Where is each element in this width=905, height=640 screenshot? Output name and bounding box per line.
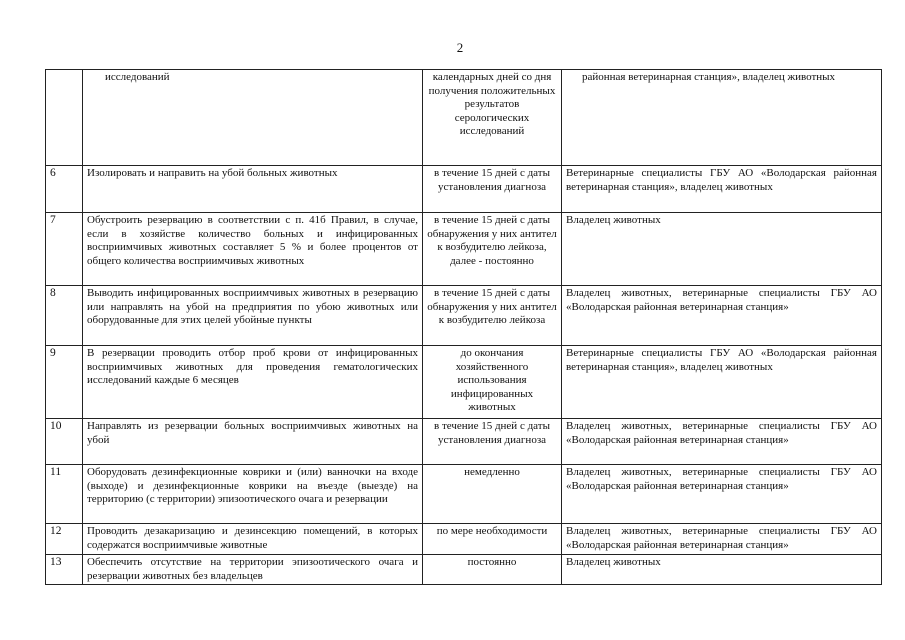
row-responsible: Ветеринарные специалисты ГБУ АО «Володарская районная ветеринарная станция», владелец животных bbox=[562, 166, 882, 213]
row-term: календарных дней со дня получения положительных результатов серологических исследований bbox=[423, 70, 562, 166]
row-number: 9 bbox=[46, 346, 83, 419]
row-responsible: Владелец животных bbox=[562, 213, 882, 286]
row-number: 11 bbox=[46, 465, 83, 524]
row-number bbox=[46, 70, 83, 166]
row-term: в течение 15 дней с даты установления диагноза bbox=[423, 166, 562, 213]
table-row bbox=[46, 346, 882, 419]
table-row bbox=[46, 419, 882, 465]
row-responsible: Владелец животных, ветеринарные специалисты ГБУ АО «Володарская районная ветеринарная станция» bbox=[562, 524, 882, 555]
row-number: 12 bbox=[46, 524, 83, 555]
row-action: Обеспечить отсутствие на территории эпизоотического очага и резервации животных без владельцев bbox=[83, 555, 423, 585]
page-number: 2 bbox=[456, 40, 464, 55]
row-term: постоянно bbox=[423, 555, 562, 585]
table-row bbox=[46, 286, 882, 346]
row-number: 10 bbox=[46, 419, 83, 465]
table-row bbox=[46, 555, 882, 585]
row-term: в течение 15 дней с даты установления диагноза bbox=[423, 419, 562, 465]
row-number: 7 bbox=[46, 213, 83, 286]
row-term: в течение 15 дней с даты обнаружения у них антител к возбудителю лейкоза bbox=[423, 286, 562, 346]
row-action: Направлять из резервации больных восприимчивых животных на убой bbox=[83, 419, 423, 465]
row-number: 6 bbox=[46, 166, 83, 213]
table-row bbox=[46, 524, 882, 555]
row-term: в течение 15 дней с даты обнаружения у них антител к возбудителю лейкоза, далее - постоянно bbox=[423, 213, 562, 286]
row-responsible: Владелец животных, ветеринарные специалисты ГБУ АО «Володарская районная ветеринарная станция» bbox=[562, 419, 882, 465]
table-row bbox=[46, 70, 882, 166]
row-action: Оборудовать дезинфекционные коврики и (или) ванночки на входе (выходе) и дезинфекционные коврики на въезде (выезде) на территорию (с территории) эпизоотического очага и резервации bbox=[83, 465, 423, 524]
row-number: 13 bbox=[46, 555, 83, 585]
row-term: до окончания хозяйственного использования инфицированных животных bbox=[423, 346, 562, 419]
row-number: 8 bbox=[46, 286, 83, 346]
row-term: по мере необходимости bbox=[423, 524, 562, 555]
row-action: исследований bbox=[83, 70, 423, 166]
measures-table bbox=[45, 69, 882, 585]
row-term: немедленно bbox=[423, 465, 562, 524]
table-row bbox=[46, 213, 882, 286]
row-responsible: Владелец животных, ветеринарные специалисты ГБУ АО «Володарская районная ветеринарная станция» bbox=[562, 465, 882, 524]
row-action: Изолировать и направить на убой больных животных bbox=[83, 166, 423, 213]
row-responsible: Владелец животных, ветеринарные специалисты ГБУ АО «Володарская районная ветеринарная станция» bbox=[562, 286, 882, 346]
row-action: В резервации проводить отбор проб крови от инфицированных восприимчивых животных для проведения гематологических исследований каждые 6 месяцев bbox=[83, 346, 423, 419]
row-responsible: Владелец животных bbox=[562, 555, 882, 585]
row-action: Выводить инфицированных восприимчивых животных в резервацию или направлять на убой на предприятия по убою животных или оборудованные для этих целей убойные пункты bbox=[83, 286, 423, 346]
table-row bbox=[46, 465, 882, 524]
row-action: Проводить дезакаризацию и дезинсекцию помещений, в которых содержатся восприимчивые животные bbox=[83, 524, 423, 555]
row-responsible: районная ветеринарная станция», владелец животных bbox=[562, 70, 882, 166]
table-row bbox=[46, 166, 882, 213]
row-action: Обустроить резервацию в соответствии с п. 41б Правил, в случае, если в хозяйстве количество больных и инфицированных восприимчивых животных составляет 5 % и более процентов от общего количества восприимчивых животных bbox=[83, 213, 423, 286]
row-responsible: Ветеринарные специалисты ГБУ АО «Володарская районная ветеринарная станция», владелец животных bbox=[562, 346, 882, 419]
